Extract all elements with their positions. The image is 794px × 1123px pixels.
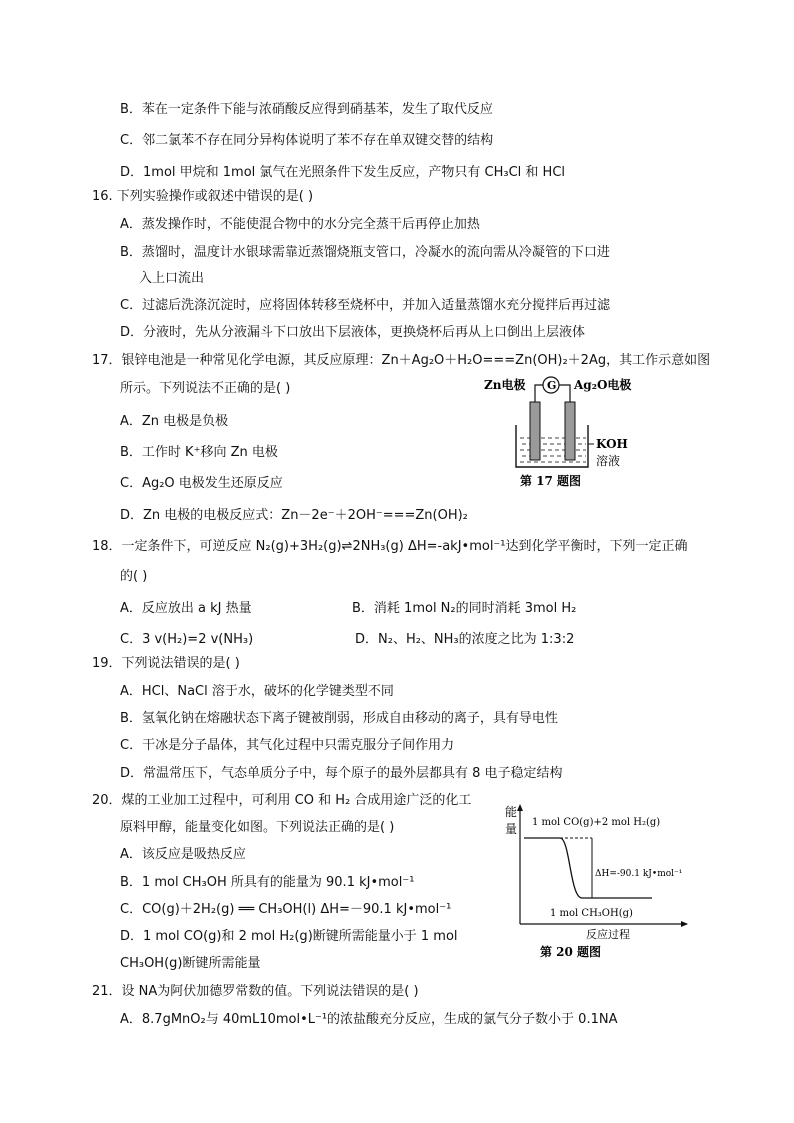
y-axis-arrow-icon [517,804,523,811]
q20-option-a: A．该反应是吸热反应 [120,847,246,862]
delta-h-label: ΔH=-90.1 kJ•mol⁻¹ [595,869,683,879]
figure-17-battery-diagram [478,370,653,490]
q16-option-d: D．分液时，先从分液漏斗下口放出下层液体，更换烧杯后再从上口倒出上层液体 [120,325,586,340]
q17-option-c: C．Ag₂O 电极发生还原反应 [120,476,283,491]
q18-option-b: B．消耗 1mol N₂的同时消耗 3mol H₂ [352,601,577,616]
q16-stem: 16. 下列实验操作或叙述中错误的是( ) [92,189,314,204]
zn-electrode [530,402,540,460]
q19-option-a: A．HCl、NaCl 溶于水，破坏的化学键类型不同 [120,684,394,699]
q17-option-a: A．Zn 电极是负极 [120,414,229,429]
q18-stem: 18．一定条件下，可逆反应 N₂(g)+3H₂(g)⇌2NH₃(g) ΔH=-akJ•mol⁻¹达到化学平衡时，下列一定正确 [92,539,688,554]
q16-option-b-cont: 入上口流出 [139,271,205,286]
ag2o-electrode-label: Ag₂O电极 [574,378,632,392]
q15-option-b: B．苯在一定条件下能与浓硝酸反应得到硝基苯，发生了取代反应 [120,102,493,117]
figure-20-caption: 第 20 题图 [540,945,602,959]
q17-option-b: B．工作时 K⁺移向 Zn 电极 [120,445,278,460]
energy-curve [524,838,652,898]
solution-label: 溶液 [596,454,621,468]
x-axis-arrow-icon [681,921,688,927]
q15-option-d: D．1mol 甲烷和 1mol 氯气在光照条件下发生反应，产物只有 CH₃Cl 和 HCl [120,165,566,180]
q16-option-b: B．蒸馏时，温度计水银球需靠近蒸馏烧瓶支管口，冷凝水的流向需从冷凝管的下口进 [120,245,610,260]
q17-option-d: D．Zn 电极的电极反应式：Zn－2e⁻＋2OH⁻===Zn(OH)₂ [120,508,468,523]
q21-stem: 21．设 NA为阿伏加德罗常数的值。下列说法错误的是( ) [92,984,419,999]
product-label: 1 mol CH₃OH(g) [550,908,633,919]
wire-right [559,385,570,402]
q19-option-d: D．常温常压下，气态单质分子中，每个原子的最外层都具有 8 电子稳定结构 [120,766,563,781]
q20-option-c: C．CO(g)＋2H₂(g) ══ CH₃OH(l) ΔH=－90.1 kJ•mol⁻¹ [120,902,452,917]
q18-stem-cont: 的( ) [120,569,148,584]
q21-option-a: A．8.7gMnO₂与 40mL10mol•L⁻¹的浓盐酸充分反应，生成的氯气分子数小于 0.1NA [120,1012,618,1027]
wire-left [535,385,543,402]
y-axis-label-2: 量 [505,822,518,836]
q20-option-d: D．1 mol CO(g)和 2 mol H₂(g)断键所需能量小于 1 mol [120,929,458,944]
zn-electrode-label: Zn电极 [484,378,526,392]
q18-option-a: A．反应放出 a kJ 热量 [120,601,252,616]
q19-option-c: C．干冰是分子晶体，其气化过程中只需克服分子间作用力 [120,738,455,753]
q20-stem-cont: 原料甲醇，能量变化如图。下列说法正确的是( ) [120,820,395,835]
q17-stem-cont: 所示。下列说法不正确的是( ) [120,381,291,396]
q17-stem: 17．银锌电池是一种常见化学电源，其反应原理：Zn＋Ag₂O＋H₂O===Zn(OH)₂＋2Ag，其工作示意如图 [92,353,711,368]
reactants-label: 1 mol CO(g)+2 mol H₂(g) [532,817,661,828]
q19-option-b: B．氢氧化钠在熔融状态下离子键被削弱，形成自由移动的离子，具有导电性 [120,711,558,726]
q20-stem: 20．煤的工业加工过程中，可利用 CO 和 H₂ 合成用途广泛的化工 [92,793,472,808]
q18-option-d: D．N₂、H₂、NH₃的浓度之比为 1:3:2 [355,632,575,647]
q15-option-c: C．邻二氯苯不存在同分异构体说明了苯不存在单双键交替的结构 [120,133,494,148]
q19-stem: 19．下列说法错误的是( ) [92,656,240,671]
q16-option-c: C．过滤后洗涤沉淀时，应将固体转移至烧杯中，并加入适量蒸馏水充分搅拌后再过滤 [120,298,611,313]
koh-label: KOH [596,437,628,451]
q18-option-c: C．3 v(H₂)=2 v(NH₃) [120,632,254,647]
figure-17-caption: 第 17 题图 [520,474,582,488]
y-axis-label-1: 能 [505,805,518,819]
figure-20-energy-diagram [502,800,692,960]
q20-option-d-cont: CH₃OH(g)断键所需能量 [120,956,261,971]
q16-option-a: A．蒸发操作时，不能使混合物中的水分完全蒸干后再停止加热 [120,217,480,232]
galvanometer-label: G [547,379,557,392]
ag2o-electrode [565,402,575,460]
q20-option-b: B．1 mol CH₃OH 所具有的能量为 90.1 kJ•mol⁻¹ [120,875,415,890]
x-axis-label: 反应过程 [586,928,630,941]
